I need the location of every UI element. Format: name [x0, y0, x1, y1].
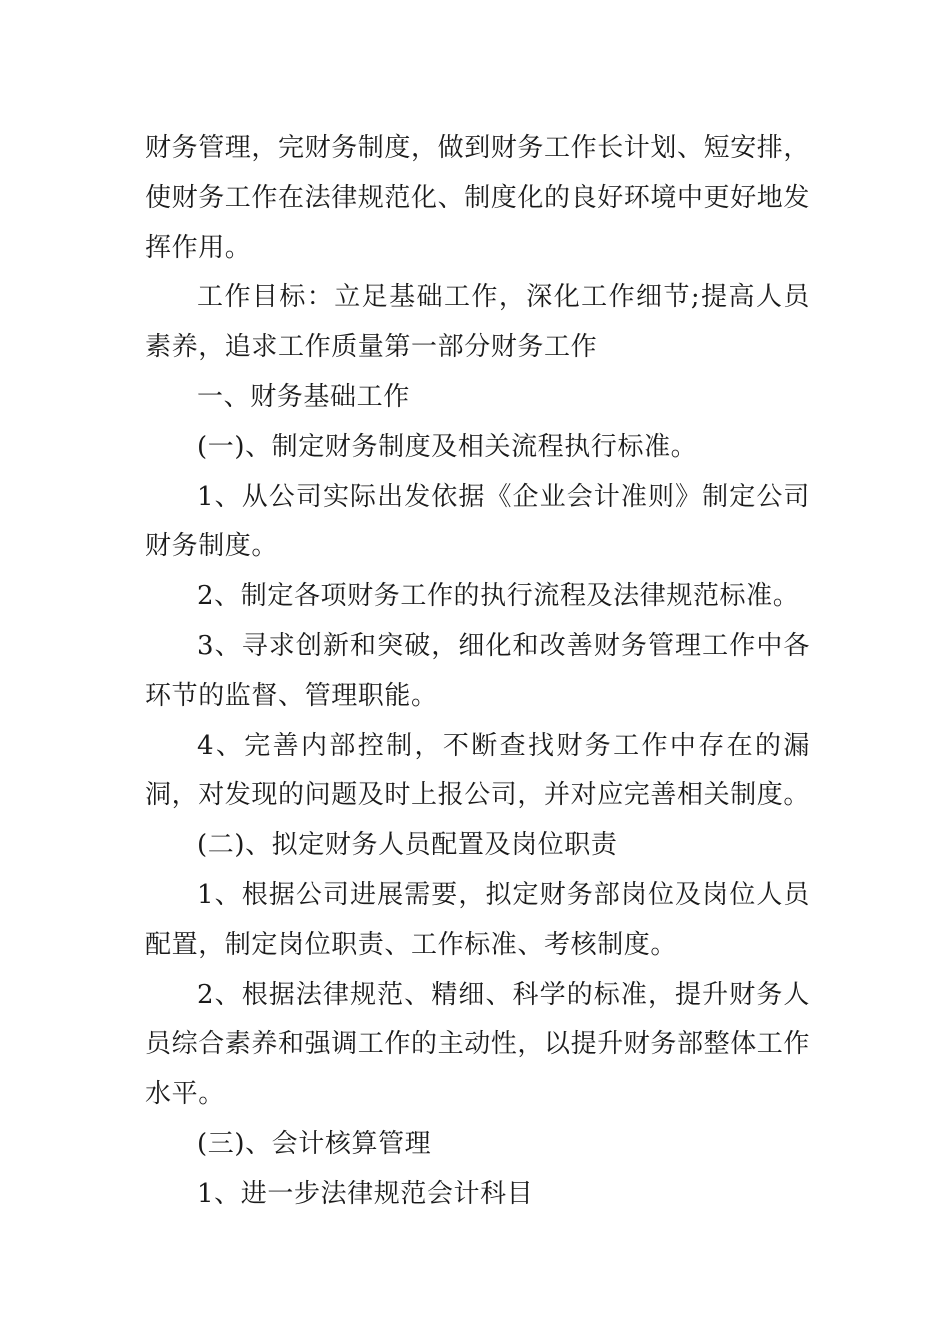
- subheading-1: (一)、制定财务制度及相关流程执行标准。: [197, 431, 698, 462]
- list-item-1-3: 3、寻求创新和突破，细化和改善财务管理工作中各环节的监督、管理职能。: [145, 630, 810, 711]
- list-item-1-4: 4、完善内部控制，不断查找财务工作中存在的漏洞，对发现的问题及时上报公司，并对应完善相关制度。: [145, 730, 811, 811]
- list-item-1-2: 2、制定各项财务工作的执行流程及法律规范标准。: [197, 581, 800, 612]
- document-page: [145, 124, 810, 1220]
- paragraph-work-goal: 工作目标：立足基础工作，深化工作细节;提高人员素养，追求工作质量第一部分财务工作: [145, 282, 810, 363]
- subheading-3: (三)、会计核算管理: [197, 1128, 432, 1159]
- subheading-2: (二)、拟定财务人员配置及岗位职责: [197, 830, 618, 861]
- heading-section-1: 一、财务基础工作: [197, 381, 410, 412]
- list-item-1-1: 1、从公司实际出发依据《企业会计准则》制定公司财务制度。: [145, 481, 810, 562]
- list-item-2-1: 1、根据公司进展需要，拟定财务部岗位及岗位人员配置，制定岗位职责、工作标准、考核制度。: [145, 879, 810, 960]
- list-item-2-2: 2、根据法律规范、精细、科学的标准，提升财务人员综合素养和强调工作的主动性，以提升财务部整体工作水平。: [145, 979, 811, 1110]
- paragraph-continuation: 财务管理，完财务制度，做到财务工作长计划、短安排，使财务工作在法律规范化、制度化的良好环境中更好地发挥作用。: [145, 133, 811, 263]
- list-item-3-1: 1、进一步法律规范会计科目: [197, 1178, 534, 1209]
